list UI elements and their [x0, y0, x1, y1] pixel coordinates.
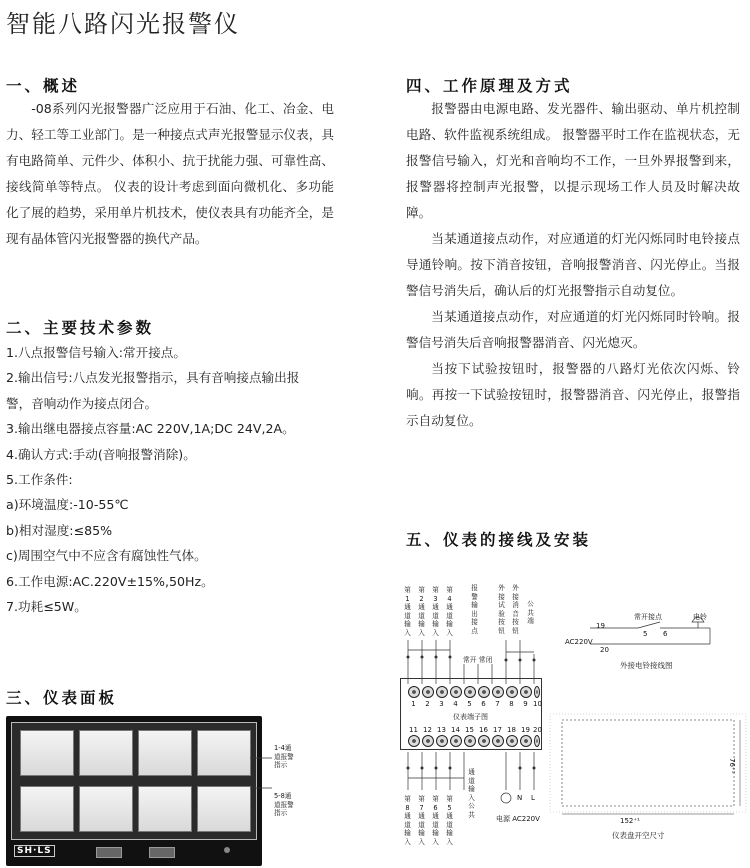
- indicator-lamp-6: [79, 786, 133, 832]
- section-3-heading: 三、仪表面板: [6, 689, 118, 707]
- terminal-block: [400, 678, 542, 750]
- terminal: [506, 686, 518, 698]
- terminal-number: 13: [437, 726, 446, 734]
- section-1-heading: 一、概述: [6, 77, 81, 95]
- terminal: [436, 735, 448, 747]
- wiring-bottom-label: 第6通道输入: [432, 795, 439, 846]
- terminal-number: 16: [479, 726, 488, 734]
- indicator-lamp-4: [197, 730, 251, 776]
- mute-label: 消音: [95, 859, 109, 867]
- wiring-bottom-label: 通道输入公共: [468, 768, 475, 819]
- cutout-height: 76⁺¹: [728, 758, 736, 774]
- section-4-paragraph: 报警器由电源电路、发光器件、输出驱动、单片机控制电路、软件监视系统组成。 报警器平时工作在监视状态，无报警信号输入，灯光和音响均不工作，一旦外界报警到来，报警器将控制声光报警，以提示现场工作人员及时解决故障。: [406, 101, 740, 220]
- terminal: [492, 735, 504, 747]
- wiring-top-label: 第1通道输入: [404, 586, 411, 637]
- terminal: [436, 686, 448, 698]
- spec-item: 2.输出信号:八点发光报警指示，具有音响接点输出报: [6, 370, 300, 386]
- terminal-number: 8: [509, 700, 514, 708]
- terminal-number: 20: [533, 726, 542, 734]
- terminal-number: 10: [533, 700, 542, 708]
- section-4-paragraph: 当某通道接点动作，对应通道的灯光闪烁同时铃响。报警信号消失后音响报警器消音、闪光熄灭。: [406, 309, 740, 350]
- indicator-lamp-5: [20, 786, 74, 832]
- indicator-lamp-8: [197, 786, 251, 832]
- section-4-heading: 四、工作原理及方式: [406, 77, 573, 95]
- indicator-window: [11, 722, 257, 840]
- test-button[interactable]: [149, 847, 175, 858]
- terminal-number: 1: [411, 700, 416, 708]
- power-indicator: [224, 847, 230, 853]
- terminal: [408, 686, 420, 698]
- terminal-number: 6: [481, 700, 486, 708]
- terminal-number: 12: [423, 726, 432, 734]
- spec-item: a)环境温度:-10-55℃: [6, 497, 129, 513]
- bell-num-20: 20: [600, 646, 609, 654]
- section-4-body: [406, 96, 740, 434]
- wiring-top-label: 外接消音按钮: [512, 584, 519, 635]
- spec-item: 5.工作条件:: [6, 472, 73, 488]
- spec-item: 4.确认方式:手动(音响报警消除)。: [6, 446, 196, 462]
- terminal: [534, 686, 540, 698]
- nc-no-label: 常开 常闭: [463, 656, 493, 664]
- cutout-diagram: [548, 712, 748, 817]
- terminal: [534, 735, 540, 747]
- test-label: 试验: [150, 859, 164, 867]
- spec-item: 3.输出继电器接点容量:AC 220V,1A;DC 24V,2A。: [6, 421, 295, 437]
- terminal: [422, 735, 434, 747]
- wiring-top-label: 外接试验按钮: [498, 584, 505, 635]
- spec-item: 1.八点报警信号输入:常开接点。: [6, 345, 186, 360]
- indicator-lamp-1: [20, 730, 74, 776]
- wiring-bottom-label: 第5通道输入: [446, 795, 453, 846]
- wiring-top-label: 第4通道输入: [446, 586, 453, 637]
- wiring-top-label: 第3通道输入: [432, 586, 439, 637]
- callout-5-8: 5-8通道报警指示: [274, 792, 294, 817]
- wiring-top-label: 报警输出接点: [471, 584, 478, 635]
- terminal: [464, 735, 476, 747]
- power-lamp-label: 电源指示灯: [14, 859, 49, 867]
- bell-caption: 外接电铃接线图: [620, 661, 673, 670]
- bell-label: 电铃: [693, 613, 707, 621]
- section-4-paragraph: 当按下试验按钮时，报警器的八路灯光依次闪烁、铃响。再按一下试验按钮时，报警器消音、闪光停止，报警指示自动复位。: [406, 361, 740, 428]
- indicator-lamp-2: [79, 730, 133, 776]
- terminal: [478, 686, 490, 698]
- section-4-paragraph: 当某通道接点动作，对应通道的灯光闪烁同时电铃接点导通铃响。按下消音按钮，音响报警消音、闪光停止。当报警信号消失后，确认后的灯光报警指示自动复位。: [406, 231, 740, 298]
- terminal: [506, 735, 518, 747]
- spec-item: 警，音响动作为接点闭合。: [6, 395, 158, 411]
- terminal-number: 18: [507, 726, 516, 734]
- terminal: [520, 686, 532, 698]
- terminal-number: 17: [493, 726, 502, 734]
- bell-num-19: 19: [596, 622, 605, 630]
- wiring-bottom-label: 第7通道输入: [418, 795, 425, 846]
- power-label: 电源 AC220V: [496, 815, 540, 823]
- page-title: 智能八路闪光报警仪: [6, 10, 240, 38]
- bell-contact-label: 常开接点: [634, 613, 662, 621]
- terminal-number: 9: [523, 700, 528, 708]
- wiring-bottom-label: 第8通道输入: [404, 795, 411, 846]
- section-2-list: [6, 340, 346, 619]
- section-1-paragraph: -08系列闪光报警器广泛应用于石油、化工、冶金、电力、轻工等工业部门。是一种接点式声光报警显示仪表，具有电路简单、元件少、体积小、抗于扰能力强、可靠性高、接线简单等特点。 仪表的设计考虑到面向微机化、多功能化了展的趋势，采用单片机技术，使仪表具有功能齐全，是现有晶体管闪光报警器的换代产品。: [6, 101, 334, 246]
- terminal-number: 3: [439, 700, 444, 708]
- terminal: [478, 735, 490, 747]
- terminal-number: 2: [425, 700, 430, 708]
- indicator-lamp-3: [138, 730, 192, 776]
- terminal-number: 11: [409, 726, 418, 734]
- spec-item: b)相对湿度:≤85%: [6, 522, 113, 538]
- instrument-panel: [6, 716, 262, 866]
- mute-button[interactable]: [96, 847, 122, 858]
- terminal-number: 5: [467, 700, 472, 708]
- section-2-heading: 二、主要技术参数: [6, 319, 155, 337]
- bell-num-5: 5: [643, 630, 648, 638]
- wiring-top-label: 公共端: [527, 600, 534, 625]
- spec-item: 7.功耗≤5W。: [6, 599, 87, 615]
- spec-item: 6.工作电源:AC.220V±15%,50Hz。: [6, 573, 214, 589]
- callout-1-4: 1-4通道报警指示: [274, 744, 294, 769]
- section-5-heading: 五、仪表的接线及安装: [406, 531, 592, 549]
- terminal: [520, 735, 532, 747]
- brand-logo: SH·LS: [14, 845, 55, 857]
- terminal-number: 15: [465, 726, 474, 734]
- terminal: [492, 686, 504, 698]
- terminal-number: 4: [453, 700, 458, 708]
- terminal: [408, 735, 420, 747]
- cutout-caption: 仪表盘开空尺寸: [612, 831, 665, 840]
- terminal-number: 7: [495, 700, 500, 708]
- wiring-top-label: 第2通道输入: [418, 586, 425, 637]
- terminal-number: 14: [451, 726, 460, 734]
- terminal-number: 19: [521, 726, 530, 734]
- indicator-lamp-7: [138, 786, 192, 832]
- bell-num-6: 6: [663, 630, 668, 638]
- section-1-body: [6, 96, 334, 252]
- cutout-width: 152⁺¹: [620, 817, 640, 825]
- terminal: [450, 735, 462, 747]
- terminal: [464, 686, 476, 698]
- terminal: [450, 686, 462, 698]
- terminal: [422, 686, 434, 698]
- bell-ac-label: AC220V: [565, 638, 593, 646]
- spec-item: c)周围空气中不应含有腐蚀性气体。: [6, 548, 207, 564]
- n-label: N: [517, 794, 523, 802]
- terminal-caption: 仪表端子图: [453, 713, 488, 721]
- l-label: L: [531, 794, 535, 802]
